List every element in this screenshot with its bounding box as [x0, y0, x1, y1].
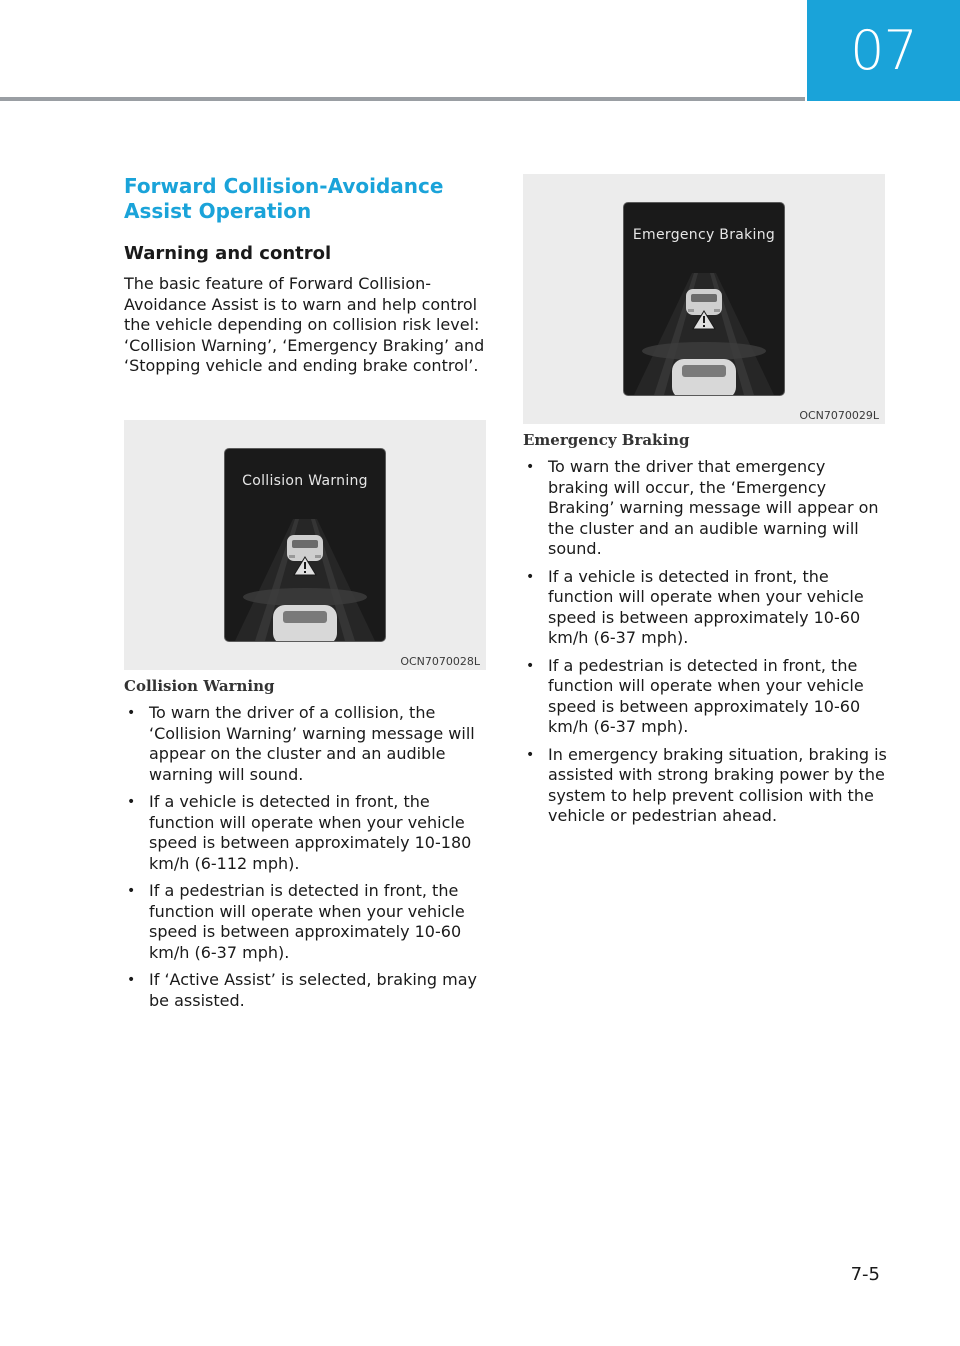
page-number: 7-5 — [850, 1264, 880, 1285]
section-title — [124, 174, 486, 224]
section-title-line2: Assist Operation — [124, 199, 312, 223]
figure-code: OCN7070029L — [799, 409, 879, 422]
own-car-icon — [273, 605, 337, 641]
cluster-screen — [224, 448, 386, 642]
list-item: • If a vehicle is detected in front, the function will operate when your vehicle speed is between approximately 10-180 km/h (6-112 mph). — [127, 792, 472, 873]
header-rule — [0, 97, 805, 101]
cluster-screen — [623, 202, 785, 396]
caption-emergency-braking: Emergency Braking — [523, 431, 690, 449]
figure-emergency-braking — [523, 174, 885, 424]
section-title-line1: Forward Collision-Avoidance — [124, 174, 444, 198]
screen-label: Collision Warning — [242, 473, 368, 489]
road-scene-illustration — [225, 449, 385, 641]
list-item: • To warn the driver of a collision, the ‘Collision Warning’ warning message will appear on the cluster and an audible warning will sound. — [127, 703, 475, 784]
figure-collision-warning — [124, 420, 486, 670]
list-item: • If ‘Active Assist’ is selected, braking may be assisted. — [127, 970, 478, 1010]
emergency-braking-list — [523, 457, 889, 834]
list-item: • If a pedestrian is detected in front, the function will operate when your vehicle speed is between approximately 10-60 km/h (6-37 mph). — [526, 655, 864, 736]
bullet-icon: • — [526, 657, 535, 674]
list-item: • To warn the driver that emergency braking will occur, the ‘Emergency Braking’ warning message will appear on the cluster and an audible warning will sound. — [526, 457, 879, 558]
subheading: Warning and control — [124, 243, 332, 264]
screen-label: Emergency Braking — [632, 227, 776, 243]
figure-code: OCN7070028L — [400, 655, 480, 668]
list-item: • If a pedestrian is detected in front, the function will operate when your vehicle speed is between approximately 10-60 km/h (6-37 mph). — [127, 881, 465, 962]
collision-warning-list — [124, 703, 492, 1018]
road-scene-illustration — [624, 203, 784, 395]
own-car-icon — [672, 359, 736, 395]
caption-collision-warning: Collision Warning — [124, 677, 275, 695]
bullet-icon: • — [526, 746, 535, 763]
bullet-icon: • — [127, 883, 136, 899]
bullet-icon: • — [127, 794, 136, 810]
bullet-icon: • — [526, 459, 535, 475]
bullet-icon: • — [127, 705, 136, 721]
chapter-tab: 07 — [807, 0, 960, 101]
bullet-icon: • — [526, 568, 535, 585]
list-item: • If a vehicle is detected in front, the function will operate when your vehicle speed is between approximately 10-60 km/h (6-37 mph). — [526, 566, 864, 647]
bullet-icon: • — [127, 972, 136, 988]
intro-paragraph: The basic feature of Forward Collision-Avoidance Assist is to warn and help control the vehicle depending on collision risk level: ‘Collision Warning’, ‘Emergency Braking’ and ‘Stopping vehicle and ending brake control’. — [124, 274, 485, 375]
list-item: • In emergency braking situation, braking is assisted with strong braking power by the system to help prevent collision with the vehicle or pedestrian ahead. — [526, 744, 887, 825]
